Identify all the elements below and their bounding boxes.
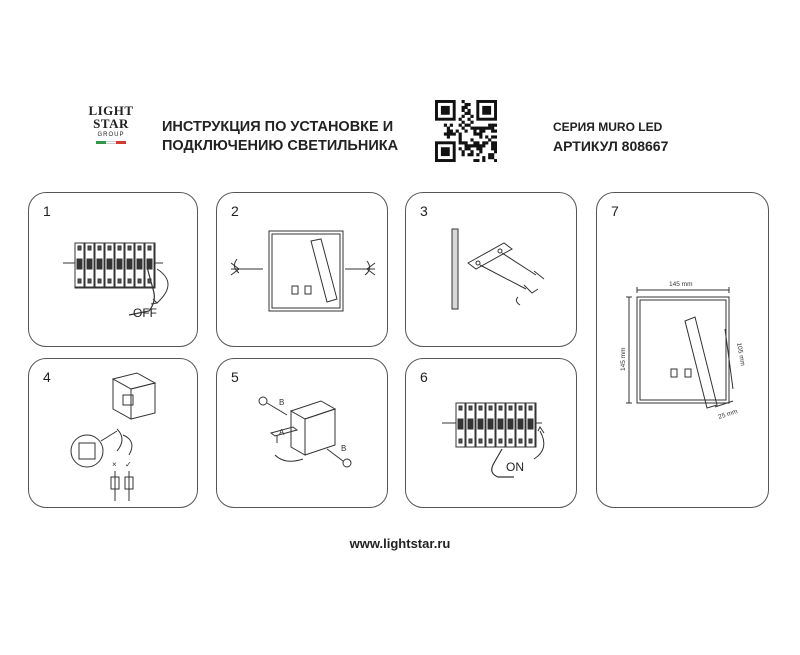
qr-code[interactable] [435,100,497,162]
fixture-mounting-illustration [217,359,389,509]
step-1-panel [28,192,198,347]
step-3-panel [405,192,577,347]
step-7-panel [596,192,769,508]
article-number: АРТИКУЛ 808667 [553,138,669,154]
breaker-on-illustration [406,359,578,509]
mounting-plate-illustration [406,193,578,348]
step-number: 7 [611,203,619,219]
step-number: 3 [420,203,428,219]
breaker-off-illustration [29,193,199,348]
right-mark: ✓ [125,460,132,469]
logo-line2: STAR [93,116,129,131]
step-number: 5 [231,369,239,385]
step-number: 1 [43,203,51,219]
arm-dimension: 105 mm [735,342,747,367]
step-2-panel [216,192,388,347]
off-label: OFF [133,306,157,320]
step-5-panel [216,358,388,508]
disassembly-illustration [217,193,389,348]
step-number: 4 [43,369,51,385]
on-label: ON [506,460,524,474]
label-b-bottom: B [341,444,347,453]
brand-logo [88,104,134,162]
label-a: A [279,428,285,437]
width-dimension: 145 mm [669,281,693,288]
label-b-top: B [279,398,285,407]
website-link[interactable]: www.lightstar.ru [349,536,451,551]
step-6-panel [405,358,577,508]
title-line2: ПОДКЛЮЧЕНИЮ СВЕТИЛЬНИКА [162,138,399,154]
step-4-panel [28,358,198,508]
italian-flag-icon [96,141,126,144]
title-line1: ИНСТРУКЦИЯ ПО УСТАНОВКЕ И [162,119,394,135]
depth-dimension: 25 mm [717,408,739,421]
series-name: СЕРИЯ MURO LED [553,120,663,134]
product-info [553,118,668,156]
dimensions-drawing [597,193,770,509]
document-title [162,118,402,156]
step-number: 2 [231,203,239,219]
height-dimension: 145 mm [620,347,627,371]
logo-line3: GROUP [97,132,125,138]
wiring-illustration [29,359,199,509]
wrong-mark: × [112,460,117,469]
step-number: 6 [420,369,428,385]
logo-line1: LIGHT [88,103,134,118]
